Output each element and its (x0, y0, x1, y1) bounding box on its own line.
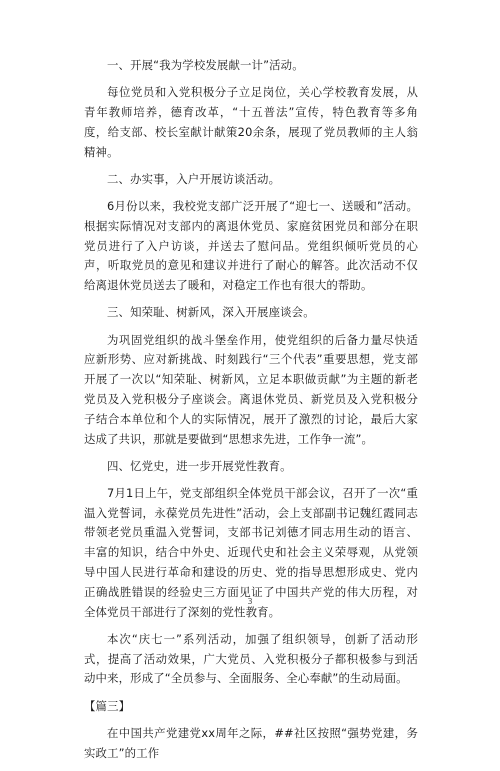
body-paragraph-2: 6月份以来，我校党支部广泛开展了“迎七一、送暖和”活动。根据实际情况对支部内的离退休党员、家庭贫困党员和部分在职党员进行了入户访谈，并送去了慰问品。党组织倾听党员的心声，听取党员的意见和建议并进行了耐心的解答。此次活动不仅给离退休党员送去了暖和，对稳定工作也有很大的帮助。 (84, 198, 418, 293)
body-paragraph-3: 为巩固党组织的战斗堡垒作用，使党组织的后备力量尽快适应新形势、应对新挑战、时刻践行“三个代表”重要思想，党支部开展了一次以“知荣耻、树新风，立足本职做贡献”为主题的新老党员及入党积极分子座谈会。离退休党员、新党员及入党积极分子结合本单位和个人的实际情况，展开了激烈的讨论，最后大家达成了共识，那就是要做到“思想求先进，工作争一流”。 (84, 332, 418, 446)
page-number: 3 (247, 597, 253, 606)
body-paragraph-4: 7月1日上午，党支部组织全体党员干部会议，召开了一次“重温入党誓词，永葆党员先进性”活动，会上支部副书记魏红霞同志带领老党员重温入党誓词，支部书记刘德才同志用生动的语言、丰富的知识，结合中外史、近现代史和社会主义荣辱观，从党领导中国人民进行革命和建设的历史、党的指导思想形成史、党内正确战胜错误的经验史三方面见证了中国共产党的伟大历程，对全体党员干部进行了深刻的党性教育。 (84, 485, 418, 619)
document-body (84, 56, 418, 771)
section-heading-4: 四、忆党史，进一步开展党性教育。 (107, 458, 292, 473)
body-paragraph-6: 在中国共产党建党xx周年之际，##社区按照“强势党建，务实政工”的工作 (84, 725, 418, 760)
section-label-part-three: 【篇三】 (84, 698, 131, 713)
body-paragraph-1: 每位党员和入党积极分子立足岗位，关心学校教育发展，从青年教师培养，德育改革，“十五普法”宣传，特色教育等多角度，给支部、校长室献计献策20余条，展现了党员教师的主人翁精神。 (84, 85, 418, 159)
section-heading-2: 二、办实事，入户开展访谈活动。 (107, 171, 281, 186)
body-paragraph-5: 本次“庆七一”系列活动，加强了组织领导，创新了活动形式，提高了活动效果，广大党员、入党积极分子都积极参与到活动中来，形成了“全员参与、全面服务、全心奉献”的生动局面。 (84, 631, 418, 686)
section-heading-3: 三、知荣耻、树新风，深入开展座谈会。 (107, 305, 315, 320)
section-heading-1: 一、开展“我为学校发展献一计”活动。 (107, 58, 304, 72)
